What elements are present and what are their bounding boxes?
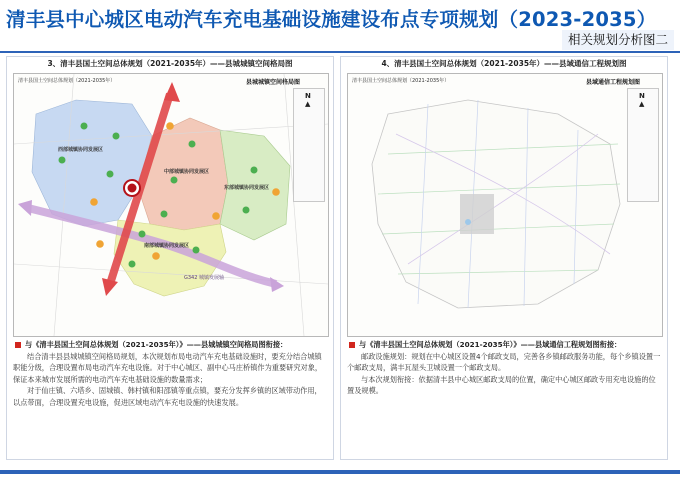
right-paragraph-1: 邮政设施规划：规划在中心城区设置4个邮政支局，完善各乡镇邮政服务功能，每个乡镇设置一个邮政支局，满丰瓦屋头卫城设置一个邮政支局。 [347,351,661,373]
north-arrow-icon: N ▲ [305,92,311,108]
right-heading-row [347,339,661,351]
red-axis-arrow-south [102,278,118,296]
heading-square-icon [15,342,21,348]
telecom-plan-map [347,73,663,337]
heading-square-icon [349,342,355,348]
right-paragraph-2: 与本次规划衔接：依据清丰县中心城区邮政支局的位置，确定中心城区邮政专用充电设施的位置及规模。 [347,374,656,396]
map-legend [293,88,325,202]
left-heading: 与《清丰县国土空间总体规划（2021-2035年）》——县城城镇空间格局图衔接： [25,340,288,349]
purple-axis-arrow-east [270,277,284,292]
left-paragraph-1: 结合清丰县县城城镇空间格局规划，本次规划布局电动汽车充电基础设施时，要充分结合城镇职能分级，合理设置布局电动汽车充电设施。对于中心城区、副中心马庄桥镇作为重要研究对象，保证本来城市发展所需的电动汽车充电基础设施的数量需求； [13,351,323,384]
map-title-right: 县域通信工程规划图 [586,79,641,86]
north-arrow-icon: N ▲ [639,92,645,108]
page-subtitle: 相关规划分析图二 [562,30,674,50]
zone-west-label: 西部城镇协同发展区 [58,147,104,153]
map-title-left: 清丰县国土空间总体规划（2021-2035年） [18,78,116,84]
map-graphic [14,74,328,336]
left-paragraph-2: 对于仙庄镇、六塔乡、固城镇、韩村镇和阳邵镇等重点镇，要充分发挥乡镇的区域带动作用，以点带面，合理设置充电设施，促进区域电动汽车充电设施的快速发展。 [13,386,322,407]
map-title-left: 清丰县国土空间总体规划（2021-2035年） [352,78,450,84]
page-title: 清丰县中心城区电动汽车充电基础设施建设布点专项规划（2023-2035） [6,8,657,30]
zone-south-label: 南部城镇协同发展区 [144,243,190,249]
map-legend [627,88,659,202]
central-urban-area [460,194,494,234]
right-panel [340,56,668,460]
right-panel-header: 4、清丰县国土空间总体规划（2021-2035年）——县域通信工程规划图 [381,59,627,68]
purple-axis-arrow-west [18,200,32,216]
left-panel-header: 3、清丰县国土空间总体规划（2021-2035年）——县城城镇空间格局图 [47,59,293,68]
county-boundary [372,100,620,308]
telecom-map-graphic [348,74,662,336]
red-axis-arrow-north [164,82,180,102]
bottom-divider [0,470,680,474]
spatial-pattern-map [13,73,329,337]
left-text-block [13,339,327,457]
center-marker-icon [124,180,140,196]
title-divider [0,51,680,53]
left-heading-row [13,339,327,351]
right-text-block [347,339,661,457]
map-title-right: 县城城镇空间格局图 [246,79,301,86]
axis-label: G342 城镇发展轴 [184,275,225,281]
left-panel [6,56,334,460]
right-heading: 与《清丰县国土空间总体规划（2021-2035年）》——县域通信工程规划图衔接： [359,340,622,349]
zone-east-label: 东部城镇协同发展区 [224,185,270,191]
zone-central-label: 中部城镇协同发展区 [164,169,210,175]
